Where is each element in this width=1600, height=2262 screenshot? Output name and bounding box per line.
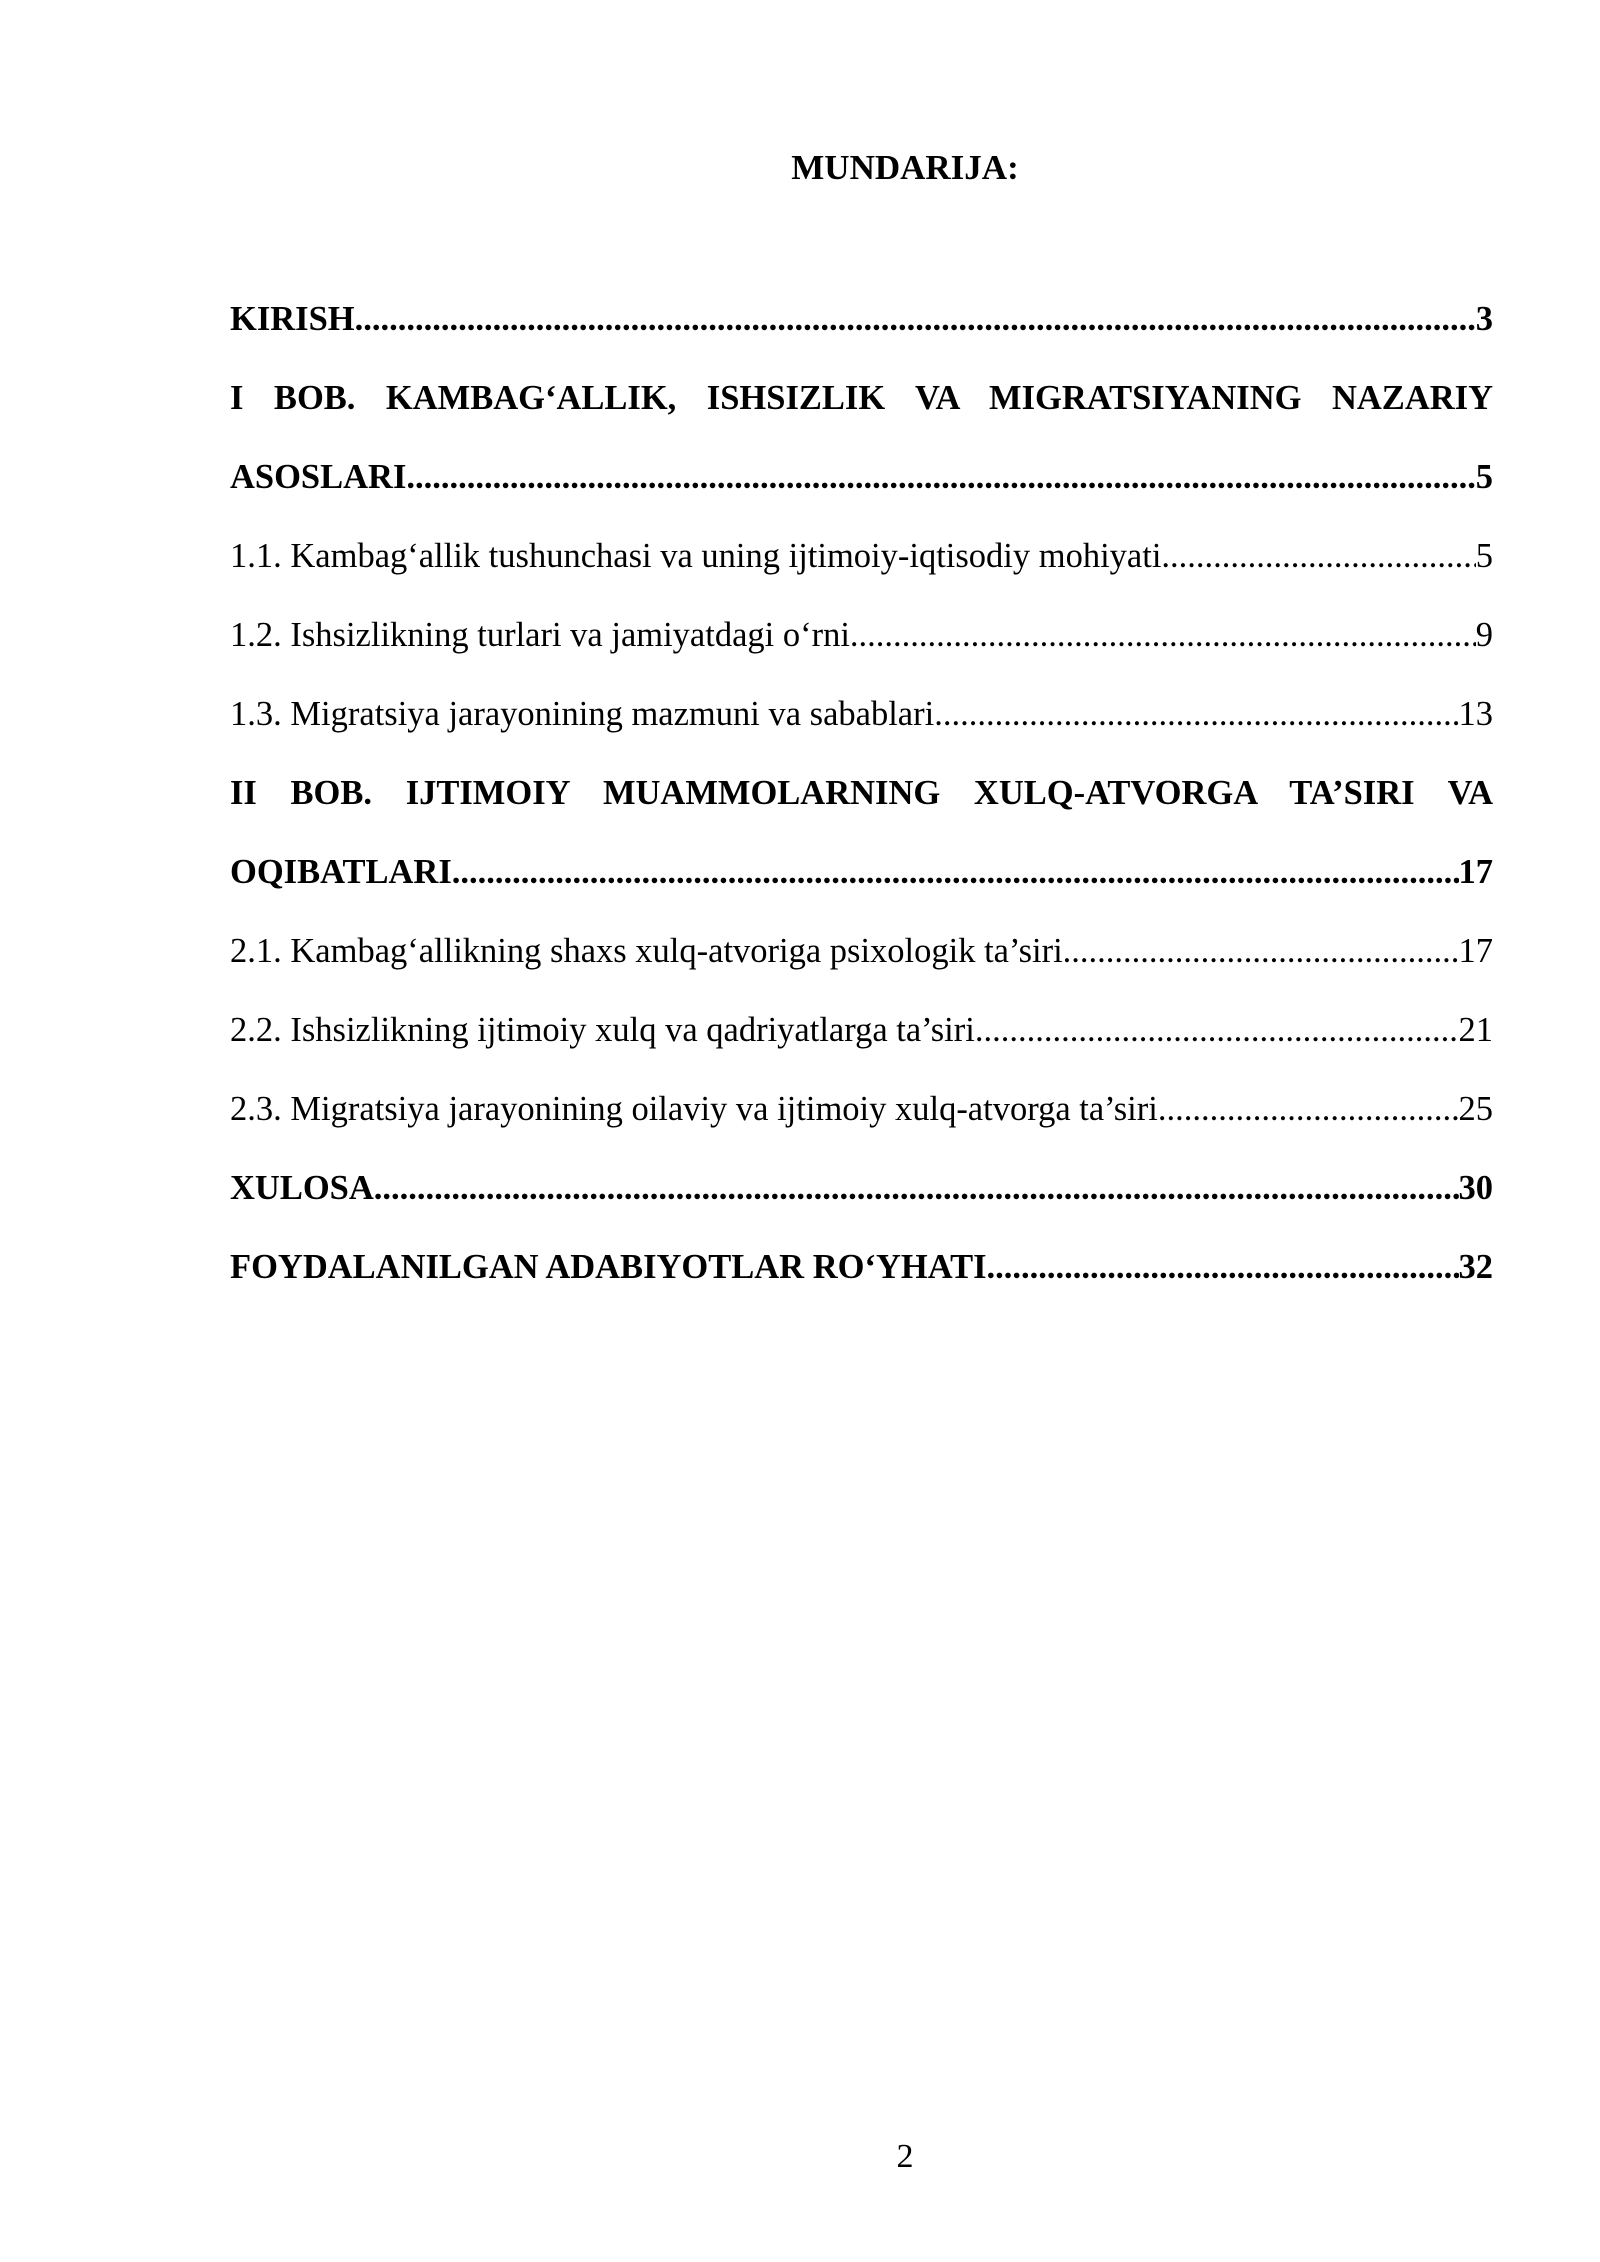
toc-entry-label-line1: I BOB. KAMBAG‘ALLIK, ISHSIZLIK VA MIGRATSIYANING NAZARIY: [230, 379, 1493, 417]
dot-leader: [975, 991, 1459, 1070]
dot-leader: [406, 438, 1475, 517]
toc-entry-label: ASOSLARI: [230, 458, 407, 496]
page-number: 2: [896, 2138, 914, 2175]
toc-entry-label: XULOSA: [230, 1169, 374, 1207]
dot-leader: [1063, 912, 1459, 991]
toc-entry-page: 3: [1475, 300, 1493, 338]
toc-entry-page: 5: [1475, 458, 1493, 496]
toc-entry-label: 1.2. Ishsizlikning turlari va jamiyatdagi o‘rni: [230, 616, 850, 654]
toc-entry-page: 5: [1475, 537, 1493, 575]
dot-leader: [355, 280, 1476, 359]
dot-leader: [934, 675, 1458, 754]
toc-entry-kirish[interactable]: [230, 280, 1493, 359]
toc-entry-page: 9: [1475, 616, 1493, 654]
toc-entry-1-3[interactable]: [230, 675, 1493, 754]
toc-entry-label-line1: II BOB. IJTIMOIY MUAMMOLARNING XULQ-ATVORGA TA’SIRI VA: [230, 774, 1493, 812]
toc-entry-1-2[interactable]: [230, 596, 1493, 675]
toc-entry-label: 2.1. Kambag‘allikning shaxs xulq-atvoriga psixologik ta’siri: [230, 932, 1063, 970]
dot-leader: [374, 1149, 1459, 1228]
toc-entry-label: 2.2. Ishsizlikning ijtimoiy xulq va qadriyatlarga ta’siri: [230, 1011, 975, 1049]
toc-entry-page: 17: [1458, 932, 1493, 970]
toc-entry-1-1[interactable]: [230, 517, 1493, 596]
toc-entry-2-3[interactable]: [230, 1070, 1493, 1149]
dot-leader: [1161, 517, 1475, 596]
page-title: MUNDARIJA:: [791, 148, 1019, 187]
dot-leader: [452, 833, 1459, 912]
dot-leader: [1158, 1070, 1459, 1149]
toc-entry-label: FOYDALANILGAN ADABIYOTLAR RO‘YHATI: [230, 1248, 987, 1286]
toc-entry-page: 21: [1458, 1011, 1493, 1049]
toc-entry-label: 1.3. Migratsiya jarayonining mazmuni va sabablari: [230, 695, 935, 733]
toc-entry-chapter-1[interactable]: [230, 359, 1493, 517]
toc-entry-chapter-2[interactable]: [230, 754, 1493, 912]
toc-entry-xulosa[interactable]: [230, 1149, 1493, 1228]
toc-entry-page: 32: [1458, 1248, 1493, 1286]
toc-entry-label: KIRISH: [230, 300, 355, 338]
toc-entry-page: 25: [1458, 1090, 1493, 1128]
toc-entry-page: 30: [1458, 1169, 1493, 1207]
toc-entry-label: OQIBATLARI: [230, 853, 452, 891]
toc-entry-page: 13: [1458, 695, 1493, 733]
toc-entry-bibliography[interactable]: [230, 1228, 1493, 1307]
toc-entry-label: 1.1. Kambag‘allik tushunchasi va uning ijtimoiy-iqtisodiy mohiyati: [230, 537, 1162, 575]
table-of-contents: [230, 280, 1493, 1307]
toc-entry-label: 2.3. Migratsiya jarayonining oilaviy va ijtimoiy xulq-atvorga ta’siri: [230, 1090, 1158, 1128]
dot-leader: [987, 1228, 1459, 1307]
dot-leader: [850, 596, 1476, 675]
toc-entry-page: 17: [1458, 853, 1493, 891]
toc-entry-2-1[interactable]: [230, 912, 1493, 991]
toc-entry-2-2[interactable]: [230, 991, 1493, 1070]
